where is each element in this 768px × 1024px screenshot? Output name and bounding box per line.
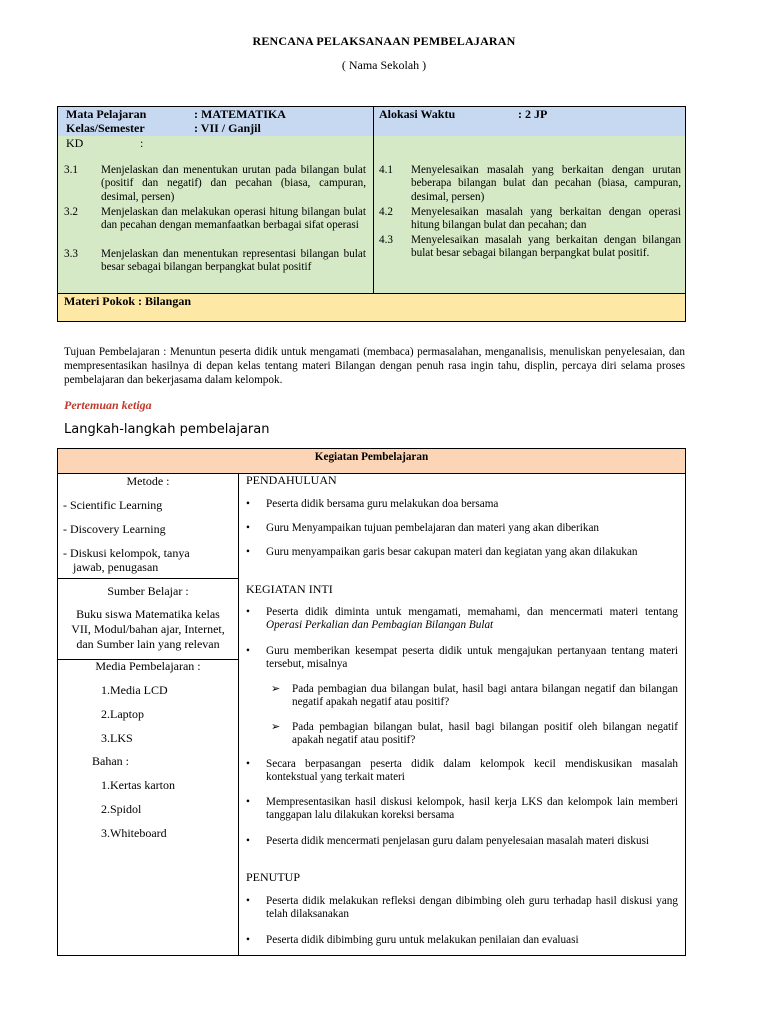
bullet-icon: • <box>246 934 250 946</box>
arrow-bullet-icon: ➢ <box>271 721 281 733</box>
pendahuluan-label: PENDAHULUAN <box>246 473 337 487</box>
kd-text: Menyelesaikan masalah yang berkaitan dengan bilangan bulat besar sebagai bilangan berpangkat bulat positif. <box>411 234 681 260</box>
bullet-icon: • <box>246 498 250 510</box>
bullet-icon: • <box>246 835 250 847</box>
materi-row <box>58 294 685 321</box>
media-item: 1.Media LCD <box>101 683 168 697</box>
kd-number: 4.1 <box>379 164 393 176</box>
kd-number: 3.1 <box>64 164 78 176</box>
bahan-item: 3.Whiteboard <box>101 826 167 840</box>
inti-question: Pada pembagian bilangan bulat, hasil bagi bilangan positif oleh bilangan negatif apakah negatif atau positif? <box>292 721 678 747</box>
bahan-item: 2.Spidol <box>101 802 142 816</box>
inti-item: Peserta didik mencermati penjelasan guru dalam penyelesaian masalah materi diskusi <box>266 835 650 847</box>
kegiatan-steps <box>246 474 678 964</box>
langkah-heading: Langkah-langkah pembelajaran <box>64 422 270 437</box>
metode-label: Metode : <box>126 474 170 488</box>
metode-item: - Discovery Learning <box>63 522 166 536</box>
sumber-label: Sumber Belajar : <box>107 584 189 598</box>
bullet-icon: • <box>246 758 250 770</box>
kd-number: 4.3 <box>379 234 393 246</box>
inti-question: Pada pembagian dua bilangan bulat, hasil bagi antara bilangan negatif dan bilangan negatif apakah negatif atau positif? <box>292 683 678 709</box>
tujuan-pembelajaran: Tujuan Pembelajaran : Menuntun peserta didik untuk mengamati (membaca) permasalahan, menganalisis, menuliskan penyelesaian, dan mempresentasikan hasilnya di depan kelas tentang materi Bilangan dengan penuh rasa ingin tahu, displin, percaya diri selama proses pembelajaran dan bekerjasama dalam kelompok. <box>64 346 685 386</box>
pendahuluan-item: Guru Menyampaikan tujuan pembelajaran dan materi yang akan diberikan <box>266 522 600 534</box>
pertemuan-heading: Pertemuan ketiga <box>64 398 152 412</box>
sumber-text: VII, Modul/bahan ajar, Internet, <box>71 622 225 636</box>
bullet-icon: • <box>246 522 250 534</box>
metode-item: - Scientific Learning <box>63 498 163 512</box>
kd-label: KD <box>66 136 84 150</box>
mapel-value: : MATEMATIKA <box>194 107 286 121</box>
kd-colon: : <box>140 136 144 150</box>
kd-text: Menyelesaikan masalah yang berkaitan dengan operasi hitung bilangan bulat dan pecahan; dan <box>411 206 681 232</box>
inti-label: KEGIATAN INTI <box>246 582 333 596</box>
kd-text: Menjelaskan dan melakukan operasi hitung bilangan bulat dan pecahan dengan memanfaatkan berbagai sifat operasi <box>101 206 366 232</box>
kd-number: 3.2 <box>64 206 78 218</box>
kd-row <box>58 136 685 294</box>
kd-text: Menjelaskan dan menentukan urutan pada bilangan bulat (positif dan negatif) dan pecahan (biasa, campuran, desimal, persen) <box>101 164 366 203</box>
inti-item: Mempresentasikan hasil diskusi kelompok, hasil kerja LKS dan kelompok lain memberi tanggapan lalu dilakukan koreksi bersama <box>266 796 678 822</box>
media-item: 3.LKS <box>101 731 133 745</box>
metode-item: - Diskusi kelompok, tanya <box>63 546 190 560</box>
row-divider <box>58 578 238 579</box>
bullet-icon: • <box>246 645 250 657</box>
bullet-icon: • <box>246 606 250 618</box>
media-label: Media Pembelajaran : <box>95 659 201 673</box>
penutup-item: Peserta didik dibimbing guru untuk melakukan penilaian dan evaluasi <box>266 934 579 946</box>
bullet-icon: • <box>246 796 250 808</box>
metode-item: jawab, penugasan <box>73 560 159 574</box>
kelas-value: : VII / Ganjil <box>194 121 261 135</box>
mapel-label: Mata Pelajaran <box>66 107 147 121</box>
inti-item <box>266 606 678 632</box>
penutup-item: Peserta didik melakukan refleksi dengan dibimbing oleh guru terhadap hasil diskusi yang telah dilaksanakan <box>266 895 678 921</box>
pendahuluan-item: Guru menyampaikan garis besar cakupan materi dan kegiatan yang akan dilakukan <box>266 546 638 558</box>
kd-number: 4.2 <box>379 206 393 218</box>
bahan-label: Bahan : <box>92 754 129 768</box>
kd-text: Menyelesaikan masalah yang berkaitan dengan urutan beberapa bilangan bulat dan pecahan (biasa, campuran, desimal, persen) <box>411 164 681 203</box>
penutup-label: PENUTUP <box>246 870 301 884</box>
kegiatan-table <box>57 448 686 956</box>
kelas-label: Kelas/Semester <box>66 121 145 135</box>
sumber-text: Buku siswa Matematika kelas <box>76 607 220 621</box>
bahan-item: 1.Kertas karton <box>101 778 175 792</box>
inti-item: Secara berpasangan peserta didik dalam kelompok kecil mendiskusikan masalah kontekstual yang terkait materi <box>266 758 678 784</box>
document-title: RENCANA PELAKSANAAN PEMBELAJARAN <box>252 34 516 48</box>
arrow-bullet-icon: ➢ <box>271 683 281 695</box>
inti-item-topic: Operasi Perkalian dan Pembagian Bilangan Bulat <box>266 619 494 632</box>
identity-table <box>57 106 686 322</box>
identity-header-row <box>58 107 685 137</box>
school-name: ( Nama Sekolah ) <box>341 58 427 72</box>
materi-pokok: Materi Pokok : Bilangan <box>64 294 192 308</box>
kd-number: 3.3 <box>64 248 78 260</box>
sumber-text: dan Sumber lain yang relevan <box>76 637 220 651</box>
media-item: 2.Laptop <box>101 707 144 721</box>
bullet-icon: • <box>246 895 250 907</box>
alokasi-value: : 2 JP <box>518 107 548 121</box>
inti-item-text: Peserta didik diminta untuk mengamati, memahami, dan mencermati materi tentang <box>266 606 678 618</box>
bullet-icon: • <box>246 546 250 558</box>
pendahuluan-item: Peserta didik bersama guru melakukan doa bersama <box>266 498 499 510</box>
kegiatan-heading: Kegiatan Pembelajaran <box>58 449 685 474</box>
inti-item: Guru memberikan kesempat peserta didik untuk mengajukan pertanyaan tentang materi tersebut, misalnya <box>266 645 678 671</box>
column-divider <box>373 107 374 293</box>
kd-text: Menjelaskan dan menentukan representasi bilangan bulat besar sebagai bilangan berpangkat bulat positif <box>101 248 366 274</box>
alokasi-label: Alokasi Waktu <box>379 107 456 121</box>
